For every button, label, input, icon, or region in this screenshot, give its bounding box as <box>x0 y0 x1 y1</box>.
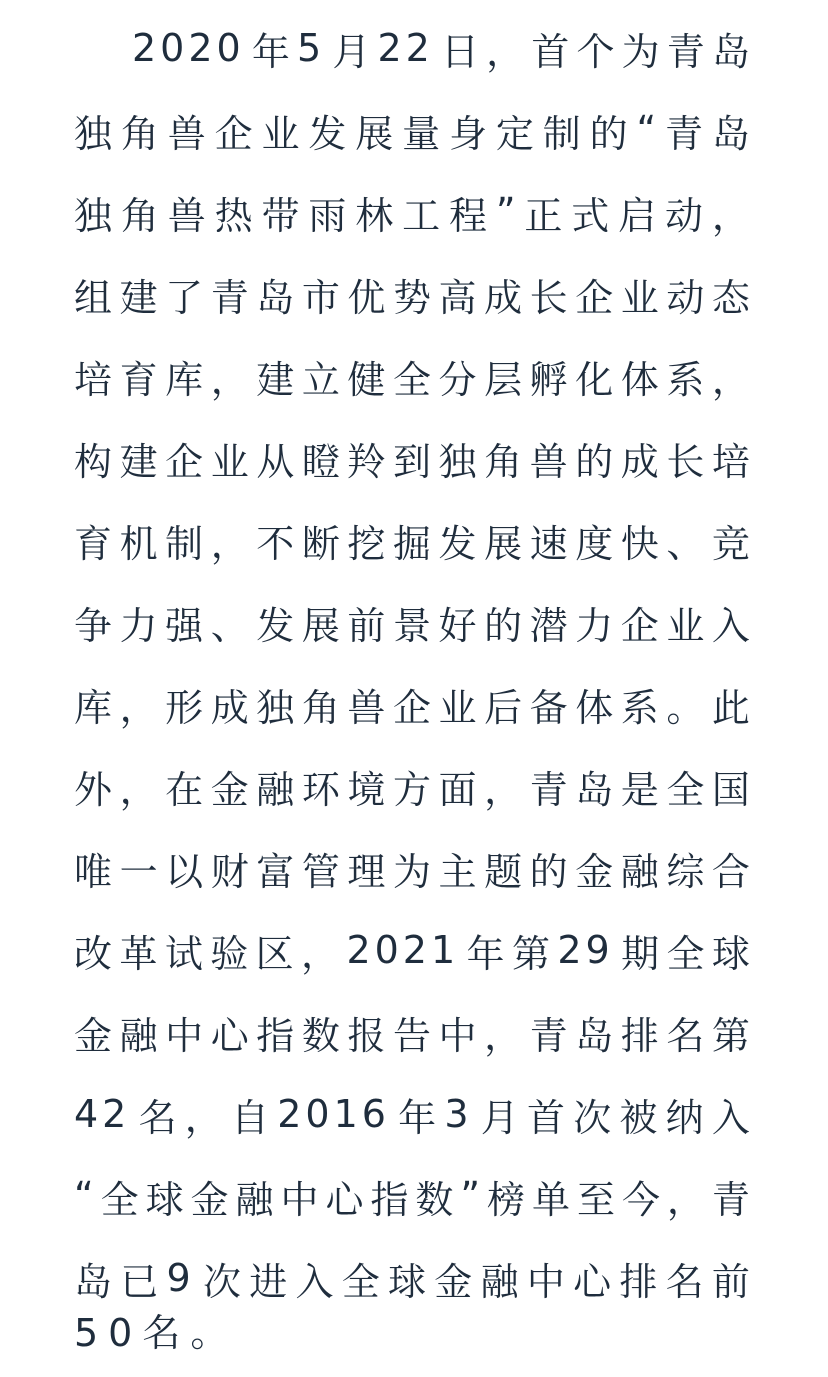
line-char: 岛 <box>711 111 750 156</box>
line-char: 式 <box>571 193 610 238</box>
line-char: 首 <box>531 29 570 74</box>
line-char: 年 <box>398 1095 437 1140</box>
line-char: 高 <box>438 275 477 320</box>
line-char: 从 <box>256 439 295 484</box>
line-char: 革 <box>119 931 158 976</box>
line-char: 排 <box>620 1013 659 1058</box>
line-char: 入 <box>295 1259 334 1304</box>
line-char: 市 <box>301 275 340 320</box>
line-char: ， <box>119 767 158 812</box>
line-char: 展 <box>355 111 394 156</box>
line-char: 已 <box>120 1259 159 1304</box>
line-char: 构 <box>74 439 113 484</box>
line-char: 全 <box>666 931 705 976</box>
line-char: 态 <box>711 275 750 320</box>
line-char: 成 <box>620 439 659 484</box>
line-char: 球 <box>145 1177 184 1222</box>
line-char: 机 <box>119 521 158 566</box>
line-char: 建 <box>256 357 295 402</box>
line-char: 量 <box>402 111 441 156</box>
line-char: 管 <box>301 849 340 894</box>
line-char: 告 <box>392 1013 431 1058</box>
line-char: 年 <box>466 931 505 976</box>
line-char: 建 <box>119 439 158 484</box>
line-char: 心 <box>325 1177 364 1222</box>
line-char: 健 <box>347 357 386 402</box>
line-char: 年 <box>251 29 290 74</box>
line-char: ， <box>711 193 750 238</box>
line-char: 改 <box>74 931 113 976</box>
line-char: 是 <box>620 767 659 812</box>
line-char: 名 <box>666 1013 705 1058</box>
line-char: ， <box>484 767 523 812</box>
line-char: 瞪 <box>301 439 340 484</box>
line-char: ， <box>301 931 340 976</box>
paragraph-line <box>74 258 750 330</box>
line-char: 验 <box>210 931 249 976</box>
line-char: 独 <box>256 685 295 730</box>
line-char: 企 <box>214 111 253 156</box>
paragraph-line <box>74 1160 750 1232</box>
line-char: 力 <box>119 603 158 648</box>
line-char: 挖 <box>347 521 386 566</box>
line-char: 数 <box>301 1013 340 1058</box>
line-char: 全 <box>666 767 705 812</box>
line-char: 球 <box>711 931 750 976</box>
line-char: 2016 <box>277 1092 390 1136</box>
line-char: 境 <box>347 767 386 812</box>
line-char: 月 <box>480 1095 519 1140</box>
line-char: 潜 <box>529 603 568 648</box>
line-char: 培 <box>74 357 113 402</box>
line-char: “ <box>636 108 657 152</box>
line-char: 试 <box>164 931 203 976</box>
line-char: 3 <box>444 1092 473 1136</box>
line-char: 数 <box>415 1177 454 1222</box>
line-char: ” <box>460 1174 481 1218</box>
line-char: 独 <box>74 111 113 156</box>
paragraph-line <box>74 914 750 986</box>
line-char: 工 <box>402 193 441 238</box>
line-char: 景 <box>392 603 431 648</box>
line-char: ， <box>666 1177 705 1222</box>
line-char: 被 <box>619 1095 658 1140</box>
line-char: 正 <box>524 193 563 238</box>
line-char: 热 <box>214 193 253 238</box>
line-char: 长 <box>529 275 568 320</box>
line-char: 独 <box>74 193 113 238</box>
line-char: 融 <box>256 767 295 812</box>
paragraph-line-last <box>74 1293 750 1365</box>
line-char: 为 <box>621 29 660 74</box>
line-char: 形 <box>165 685 204 730</box>
line-char: 长 <box>666 439 705 484</box>
line-char: 展 <box>484 521 523 566</box>
line-char: 今 <box>621 1177 660 1222</box>
line-char: 建 <box>119 275 158 320</box>
line-char: 区 <box>255 931 294 976</box>
line-char: 、 <box>666 521 705 566</box>
line-char: 富 <box>256 849 295 894</box>
line-char: 42 <box>74 1092 131 1136</box>
line-char: 前 <box>347 603 386 648</box>
line-char: 融 <box>235 1177 274 1222</box>
line-char: “ <box>74 1174 94 1218</box>
line-char: 竞 <box>711 521 750 566</box>
paragraph-line <box>74 422 750 494</box>
line-char: 岛 <box>74 1259 113 1304</box>
line-char: 以 <box>165 849 204 894</box>
line-char: 了 <box>165 275 204 320</box>
line-char: 度 <box>575 521 614 566</box>
line-char: 立 <box>301 357 340 402</box>
line-char: 势 <box>392 275 431 320</box>
line-char: 动 <box>666 275 705 320</box>
line-char: 业 <box>210 439 249 484</box>
line-char: 羚 <box>347 439 386 484</box>
line-char: 育 <box>119 357 158 402</box>
line-char: 方 <box>392 767 431 812</box>
line-char: 题 <box>484 849 523 894</box>
line-char: 面 <box>438 767 477 812</box>
line-char: 发 <box>256 603 295 648</box>
line-char: 独 <box>438 439 477 484</box>
line-char: 融 <box>620 849 659 894</box>
line-char: 22 <box>377 26 434 70</box>
line-text: 50名。 <box>74 1310 239 1355</box>
line-char: 一 <box>119 849 158 894</box>
line-char: 9 <box>166 1256 195 1300</box>
line-char: 前 <box>711 1259 750 1304</box>
line-char: 纳 <box>665 1095 704 1140</box>
line-char: 好 <box>438 603 477 648</box>
line-char: 。 <box>666 685 705 730</box>
line-char: 首 <box>526 1095 565 1140</box>
line-char: 次 <box>573 1095 612 1140</box>
line-char: 此 <box>711 685 750 730</box>
line-char: 业 <box>438 685 477 730</box>
paragraph-line <box>74 832 750 904</box>
line-char: 角 <box>120 193 159 238</box>
line-char: ， <box>119 685 158 730</box>
line-char: 为 <box>392 849 431 894</box>
line-char: 次 <box>202 1259 241 1304</box>
line-char: 争 <box>74 603 113 648</box>
line-char: 的 <box>575 439 614 484</box>
line-char: 综 <box>666 849 705 894</box>
line-char: 青 <box>210 275 249 320</box>
line-char: 2021 <box>346 928 460 972</box>
line-char: 掘 <box>392 521 431 566</box>
line-char: 岛 <box>575 1013 614 1058</box>
line-char: 理 <box>347 849 386 894</box>
line-char: 体 <box>575 685 614 730</box>
line-char: ， <box>210 521 249 566</box>
line-char: ， <box>184 1095 223 1140</box>
line-char: 单 <box>532 1177 571 1222</box>
line-char: 的 <box>484 603 523 648</box>
line-char: 分 <box>438 357 477 402</box>
line-char: 岛 <box>256 275 295 320</box>
line-char: 入 <box>711 603 750 648</box>
line-char: 中 <box>280 1177 319 1222</box>
line-char: 名 <box>138 1095 177 1140</box>
line-char: 企 <box>575 275 614 320</box>
line-char: 中 <box>165 1013 204 1058</box>
line-char: 库 <box>74 685 113 730</box>
line-char: 球 <box>388 1259 427 1304</box>
line-char: 角 <box>120 111 159 156</box>
line-char: 兽 <box>347 685 386 730</box>
line-char: 企 <box>620 603 659 648</box>
line-char: 不 <box>256 521 295 566</box>
line-char: 月 <box>332 29 371 74</box>
line-char: 定 <box>495 111 534 156</box>
line-char: 到 <box>392 439 431 484</box>
line-char: 指 <box>370 1177 409 1222</box>
line-char: 进 <box>249 1259 288 1304</box>
line-char: 动 <box>665 193 704 238</box>
line-char: 青 <box>666 29 705 74</box>
line-char: 角 <box>301 685 340 730</box>
line-char: 自 <box>231 1095 270 1140</box>
line-char: 青 <box>529 767 568 812</box>
line-char: 、 <box>210 603 249 648</box>
line-char: 系 <box>666 357 705 402</box>
line-char: 合 <box>711 849 750 894</box>
line-char: 启 <box>618 193 657 238</box>
paragraph-line <box>74 94 750 166</box>
line-char: 外 <box>74 767 113 812</box>
line-char: 报 <box>347 1013 386 1058</box>
line-char: 的 <box>529 849 568 894</box>
line-char: 全 <box>392 357 431 402</box>
line-char: 体 <box>620 357 659 402</box>
line-char: 兽 <box>167 111 206 156</box>
line-char: 青 <box>665 111 704 156</box>
line-char: 青 <box>529 1013 568 1058</box>
line-char: 融 <box>480 1259 519 1304</box>
line-char: 期 <box>621 931 660 976</box>
line-char: 第 <box>711 1013 750 1058</box>
line-char: 排 <box>619 1259 658 1304</box>
line-char: 2020 <box>132 26 245 70</box>
line-char: 岛 <box>711 29 750 74</box>
paragraph-line <box>132 12 750 84</box>
line-char: 业 <box>261 111 300 156</box>
line-char: 育 <box>74 521 113 566</box>
line-char: 系 <box>620 685 659 730</box>
paragraph-line <box>74 586 750 658</box>
line-char: 融 <box>119 1013 158 1058</box>
paragraph-line <box>74 750 750 822</box>
line-char: 化 <box>575 357 614 402</box>
line-char: 程 <box>449 193 488 238</box>
line-char: 国 <box>711 767 750 812</box>
line-char: 全 <box>341 1259 380 1304</box>
line-char: 指 <box>256 1013 295 1058</box>
line-char: 29 <box>557 928 614 972</box>
line-char: 个 <box>576 29 615 74</box>
line-char: 金 <box>575 849 614 894</box>
line-char: 兽 <box>529 439 568 484</box>
line-char: 速 <box>529 521 568 566</box>
line-char: 金 <box>210 767 249 812</box>
line-char: 制 <box>165 521 204 566</box>
line-char: 的 <box>589 111 628 156</box>
line-char: 发 <box>438 521 477 566</box>
line-char: 主 <box>438 849 477 894</box>
line-char: ， <box>711 357 750 402</box>
line-char: 日 <box>441 29 480 74</box>
line-char: 库 <box>165 357 204 402</box>
line-char: 带 <box>261 193 300 238</box>
line-char: 全 <box>100 1177 139 1222</box>
line-char: 金 <box>434 1259 473 1304</box>
paragraph-line <box>74 1078 750 1150</box>
line-char: 环 <box>301 767 340 812</box>
line-char: 培 <box>711 439 750 484</box>
paragraph-line <box>74 668 750 740</box>
line-char: 业 <box>666 603 705 648</box>
line-char: 榜 <box>487 1177 526 1222</box>
line-char: 雨 <box>308 193 347 238</box>
line-char: 金 <box>74 1013 113 1058</box>
line-char: 心 <box>210 1013 249 1058</box>
line-char: 中 <box>526 1259 565 1304</box>
line-char: ， <box>486 29 525 74</box>
line-char: 青 <box>711 1177 750 1222</box>
line-char: 5 <box>297 26 326 70</box>
line-char: 快 <box>620 521 659 566</box>
paragraph-line <box>74 996 750 1068</box>
line-char: 成 <box>484 275 523 320</box>
line-char: 至 <box>576 1177 615 1222</box>
line-char: 林 <box>355 193 394 238</box>
line-char: 财 <box>210 849 249 894</box>
line-char: 金 <box>190 1177 229 1222</box>
line-char: ， <box>210 357 249 402</box>
line-char: 中 <box>438 1013 477 1058</box>
line-char: 层 <box>484 357 523 402</box>
line-char: ” <box>495 190 516 234</box>
line-char: 唯 <box>74 849 113 894</box>
line-char: 组 <box>74 275 113 320</box>
line-char: 企 <box>392 685 431 730</box>
line-char: 后 <box>484 685 523 730</box>
line-char: 名 <box>665 1259 704 1304</box>
line-char: 兽 <box>167 193 206 238</box>
line-char: 身 <box>449 111 488 156</box>
line-char: 成 <box>210 685 249 730</box>
line-char: 制 <box>542 111 581 156</box>
line-char: 角 <box>484 439 523 484</box>
line-char: 强 <box>165 603 204 648</box>
line-char: 孵 <box>529 357 568 402</box>
line-char: 第 <box>511 931 550 976</box>
paragraph-line <box>74 504 750 576</box>
line-char: ， <box>484 1013 523 1058</box>
line-char: 在 <box>165 767 204 812</box>
line-char: 企 <box>165 439 204 484</box>
line-char: 优 <box>347 275 386 320</box>
line-char: 发 <box>308 111 347 156</box>
line-char: 力 <box>575 603 614 648</box>
line-char: 入 <box>711 1095 750 1140</box>
paragraph-line <box>74 340 750 412</box>
line-char: 备 <box>529 685 568 730</box>
line-char: 岛 <box>575 767 614 812</box>
line-char: 心 <box>573 1259 612 1304</box>
line-char: 展 <box>301 603 340 648</box>
line-char: 断 <box>301 521 340 566</box>
line-char: 业 <box>620 275 659 320</box>
paragraph-line <box>74 176 750 248</box>
